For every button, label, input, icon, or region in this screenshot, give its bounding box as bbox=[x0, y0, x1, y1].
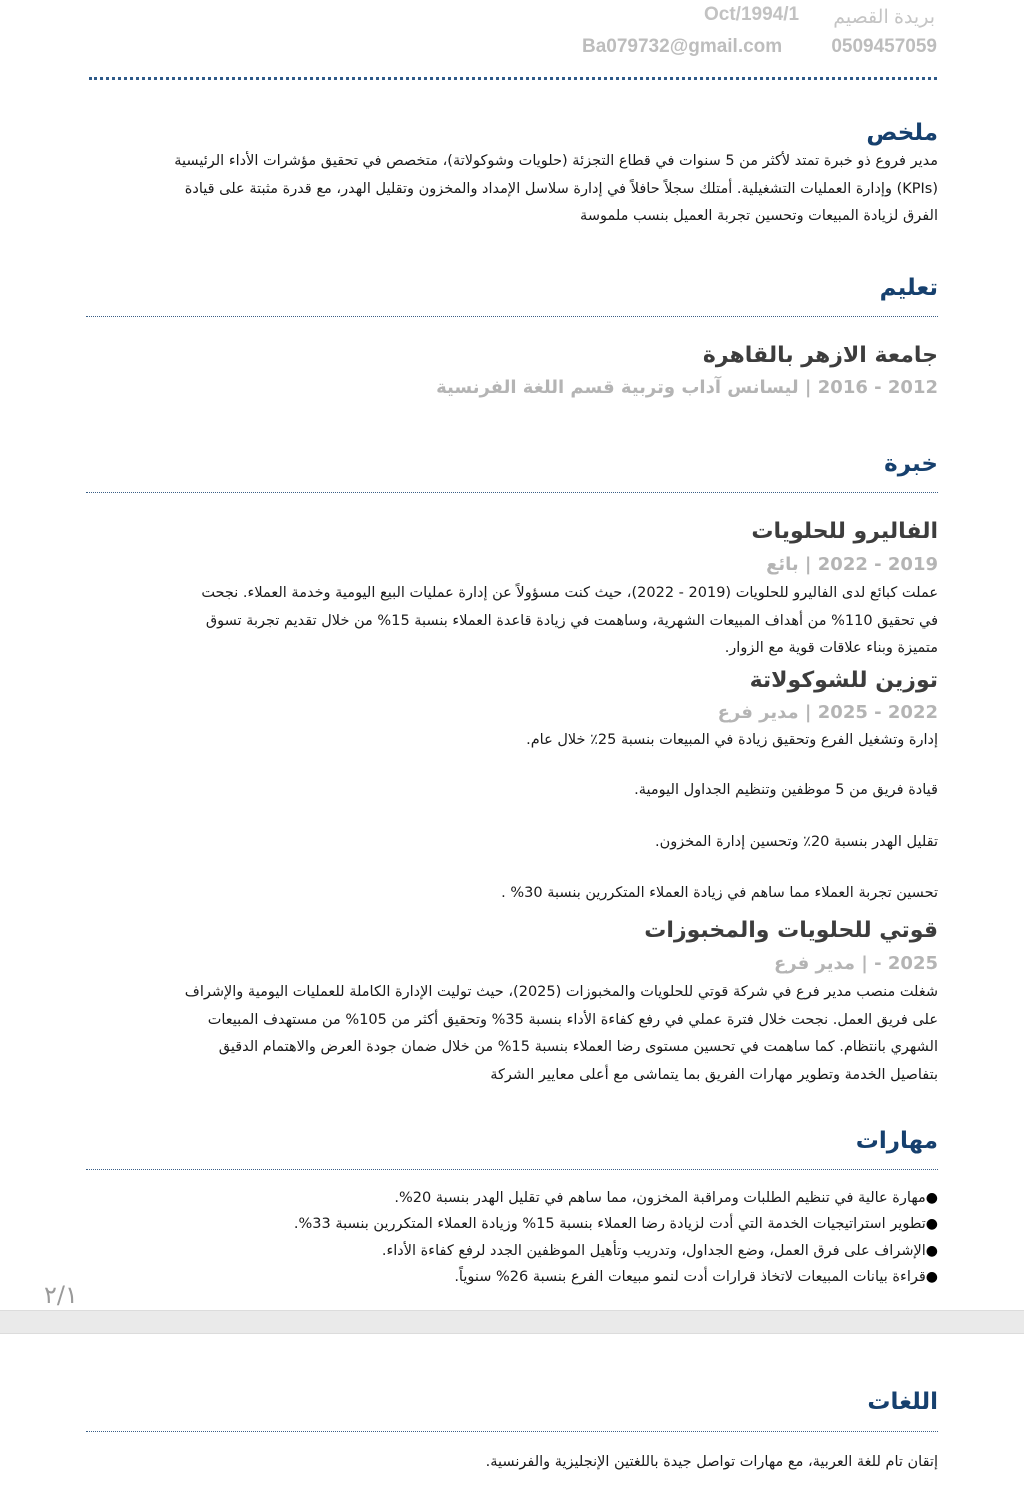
education-heading: تعليم bbox=[879, 275, 938, 301]
summary-line: (KPIs) وإدارة العمليات التشغيلية. أمتلك سجلاً حافلاً في إدارة سلاسل الإمداد والمخزون وتقليل الهدر، مع قدرة مثبتة على قيادة bbox=[184, 180, 938, 197]
job-description-line: عملت كبائع لدى الفاليرو للحلويات (2019 - 2022)، حيث كنت مسؤولاً عن إدارة عمليات البيع اليومية وخدمة العملاء. نجحت bbox=[201, 585, 938, 601]
job-company: توزين للشوكولاتة bbox=[749, 668, 938, 693]
job-achievement: تقليل الهدر بنسبة 20٪ وتحسين إدارة المخزون. bbox=[655, 834, 938, 850]
page-number: ٢/١ bbox=[44, 1281, 78, 1309]
page-break bbox=[0, 1310, 1024, 1334]
experience-divider bbox=[86, 492, 938, 493]
job-description bbox=[88, 580, 938, 663]
skill-item bbox=[294, 1216, 938, 1232]
job-description-line: الشهري بانتظام. كما ساهمت في تحسين مستوى رضا العملاء بنسبة 15% من خلال ضمان جودة العرض والاهتمام الدقيق bbox=[218, 1039, 938, 1055]
bullet-icon: ● bbox=[925, 1190, 938, 1206]
summary-line: مدير فروع ذو خبرة تمتد لأكثر من 5 سنوات في قطاع التجزئة (حلويات وشوكولاتة)، متخصص في تحقيق مؤشرات الأداء الرئيسية bbox=[174, 153, 938, 169]
contact-phone: 0509457059 bbox=[831, 36, 937, 57]
skill-text: تطوير استراتيجيات الخدمة التي أدت لزيادة رضا العملاء بنسبة 15% وزيادة العملاء المتكررين بنسبة 33%. bbox=[293, 1216, 926, 1232]
job-description-line: متميزة وبناء علاقات قوية مع الزوار. bbox=[724, 640, 938, 656]
bullet-icon: ● bbox=[925, 1216, 938, 1232]
skills-divider bbox=[86, 1169, 938, 1170]
job-achievement: تحسين تجربة العملاء مما ساهم في زيادة العملاء المتكررين بنسبة 30% . bbox=[501, 885, 938, 901]
education-institution: جامعة الازهر بالقاهرة bbox=[702, 343, 938, 368]
skill-item bbox=[382, 1243, 938, 1259]
education-divider bbox=[86, 316, 938, 317]
languages-divider bbox=[86, 1431, 938, 1432]
job-company: قوتي للحلويات والمخبوزات bbox=[644, 918, 938, 943]
job-description-line: بتفاصيل الخدمة وتطوير مهارات الفريق بما يتماشى مع أعلى معايير الشركة bbox=[490, 1066, 938, 1083]
job-period: 2025 - | مدير فرع bbox=[774, 953, 938, 974]
languages-heading: اللغات bbox=[867, 1389, 938, 1415]
job-achievement: قيادة فريق من 5 موظفين وتنظيم الجداول اليومية. bbox=[634, 782, 938, 798]
job-achievement: إدارة وتشغيل الفرع وتحقيق زيادة في المبيعات بنسبة 25٪ خلال عام. bbox=[526, 732, 938, 748]
summary-text bbox=[78, 148, 938, 231]
languages-text: إتقان تام للغة العربية، مع مهارات تواصل جيدة باللغتين الإنجليزية والفرنسية. bbox=[485, 1454, 938, 1470]
job-period: 2019 - 2022 | بائع bbox=[766, 554, 938, 575]
job-company: الفاليرو للحلويات bbox=[751, 519, 938, 544]
skill-text: الإشراف على فرق العمل، وضع الجداول، وتدريب وتأهيل الموظفين الجدد لرفع كفاءة الأداء. bbox=[381, 1243, 926, 1259]
bullet-icon: ● bbox=[925, 1269, 938, 1285]
skill-item bbox=[454, 1269, 938, 1285]
contact-city: بريدة القصيم bbox=[833, 7, 935, 28]
experience-heading: خبرة bbox=[884, 451, 938, 477]
job-description-line: على فريق العمل. نجحت خلال فترة عملي في رفع كفاءة الأداء بنسبة 35% وتحقيق أكثر من 105% من مستهدف المبيعات bbox=[207, 1011, 938, 1028]
contact-birth-date: Oct/1994/1 bbox=[704, 4, 800, 25]
job-description-line: في تحقيق 110% من أهداف المبيعات الشهرية، وساهمت في زيادة قاعدة العملاء بنسبة 15% من خلال تقديم تجربة تسوق bbox=[205, 612, 938, 629]
skill-item bbox=[394, 1190, 938, 1206]
skill-text: مهارة عالية في تنظيم الطلبات ومراقبة المخزون، مما ساهم في تقليل الهدر بنسبة 20%. bbox=[394, 1190, 926, 1206]
bullet-icon: ● bbox=[925, 1243, 938, 1259]
summary-line: الفرق لزيادة المبيعات وتحسين تجربة العميل بنسب ملموسة bbox=[580, 208, 938, 224]
summary-heading: ملخص bbox=[866, 120, 938, 146]
education-details: 2012 - 2016 | ليسانس آداب وتربية قسم اللغة الفرنسية bbox=[436, 377, 938, 398]
contact-email: Ba079732@gmail.com bbox=[582, 36, 783, 57]
skill-text: قراءة بيانات المبيعات لاتخاذ قرارات أدت لنمو مبيعات الفرع بنسبة 26% سنوياً. bbox=[454, 1269, 926, 1285]
job-description-line: شغلت منصب مدير فرع في شركة قوتي للحلويات والمخبوزات (2025)، حيث توليت الإدارة الكاملة للعمليات اليومية والإشراف bbox=[184, 984, 938, 1000]
job-period: 2022 - 2025 | مدير فرع bbox=[717, 702, 938, 723]
skills-heading: مهارات bbox=[855, 1128, 938, 1154]
job-description bbox=[78, 979, 938, 1089]
header-divider bbox=[89, 77, 937, 80]
